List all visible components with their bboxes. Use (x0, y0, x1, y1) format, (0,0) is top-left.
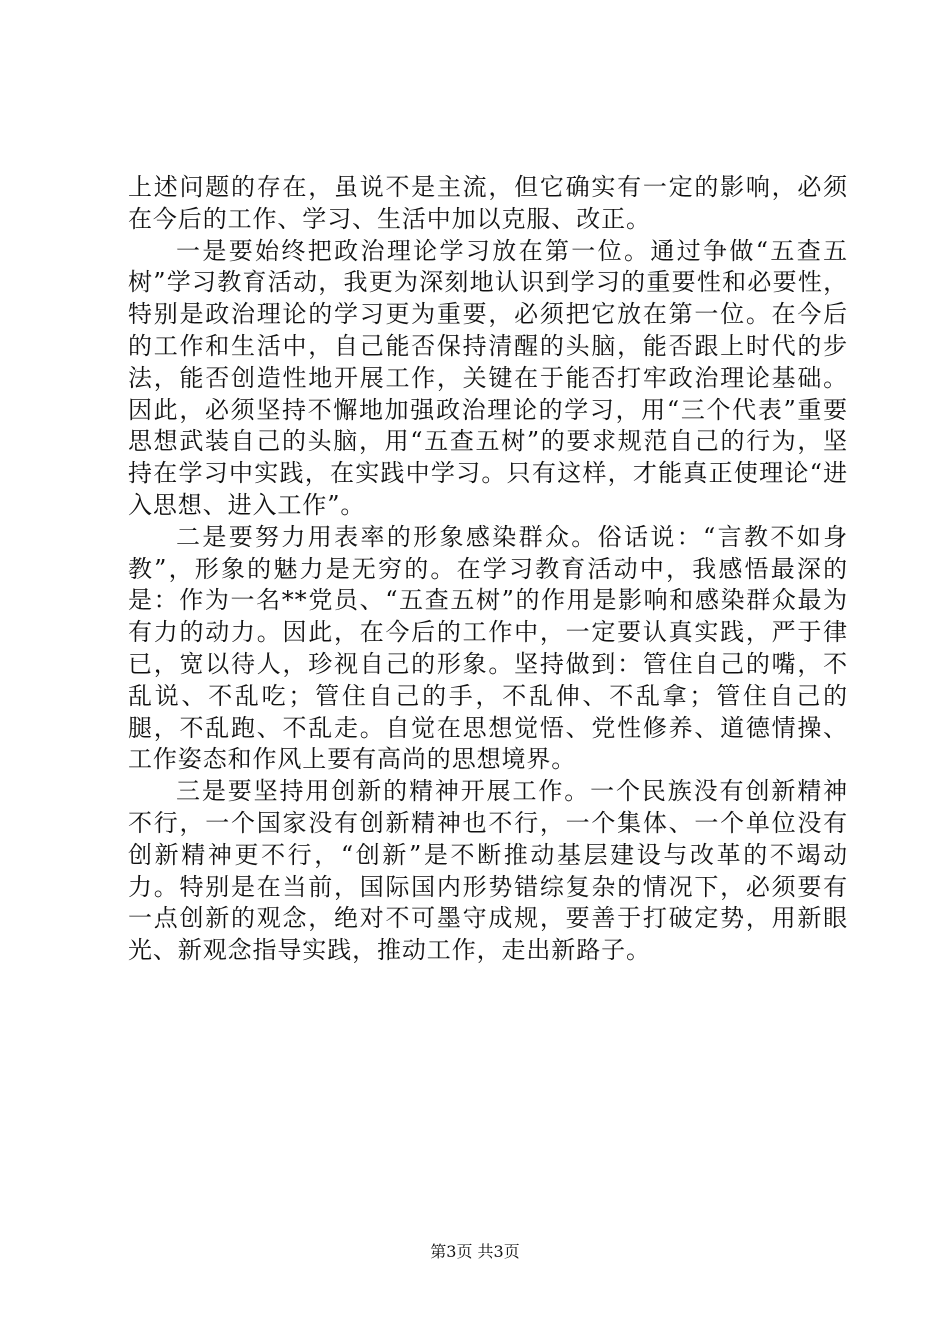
paragraph-point-two: 二是要努力用表率的形象感染群众。俗话说：“言教不如身教”，形象的魅力是无穷的。在学习教育活动中，我感悟最深的是：作为一名**党员、“五查五树”的作用是影响和感染群众最为有力的动力。因此，在今后的工作中，一定要认真实践，严于律已，宽以待人，珍视自己的形象。坚持做到：管住自己的嘴，不乱说、不乱吃；管住自己的手，不乱伸、不乱拿；管住自己的腿，不乱跑、不乱走。自觉在思想觉悟、党性修养、道德情操、工作姿态和作风上要有高尚的思想境界。 (128, 522, 848, 774)
paragraph-point-one: 一是要始终把政治理论学习放在第一位。通过争做“五查五树”学习教育活动，我更为深刻地认识到学习的重要性和必要性，特别是政治理论的学习更为重要，必须把它放在第一位。在今后的工作和生活中，自己能否保持清醒的头脑，能否跟上时代的步法，能否创造性地开展工作，关键在于能否打牢政治理论基础。因此，必须坚持不懈地加强政治理论的学习，用“三个代表”重要思想武装自己的头脑，用“五查五树”的要求规范自己的行为，坚持在学习中实践，在实践中学习。只有这样，才能真正使理论“进入思想、进入工作”。 (128, 236, 848, 519)
paragraph-continuation: 上述问题的存在，虽说不是主流，但它确实有一定的影响，必须在今后的工作、学习、生活中加以克服、改正。 (128, 173, 848, 233)
page-footer: 第3页 共3页 (430, 1242, 520, 1261)
paragraph-point-three: 三是要坚持用创新的精神开展工作。一个民族没有创新精神不行，一个国家没有创新精神也不行，一个集体、一个单位没有创新精神更不行，“创新”是不断推动基层建设与改革的不竭动力。特别是在当前，国际国内形势错综复杂的情况下，必须要有一点创新的观念，绝对不可墨守成规，要善于打破定势，用新眼光、新观念指导实践，推动工作，走出新路子。 (128, 777, 848, 965)
body-text (128, 172, 848, 967)
